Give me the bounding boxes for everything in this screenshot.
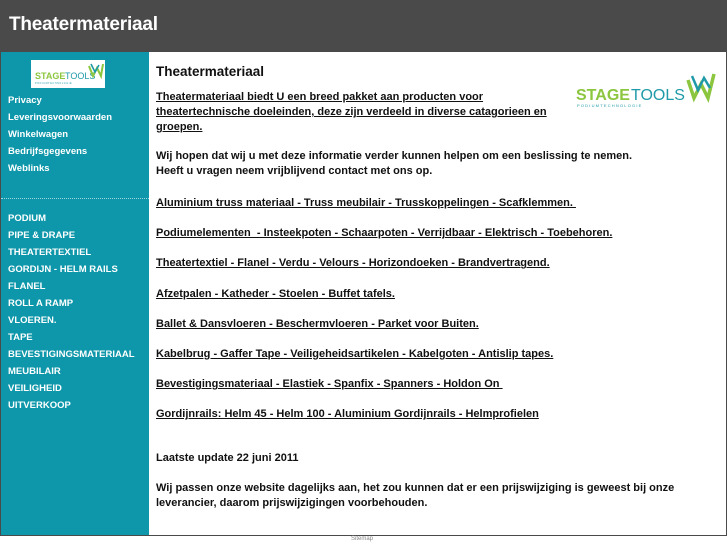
sidebar-top-nav bbox=[8, 92, 112, 177]
sitemap-link[interactable]: Sitemap bbox=[351, 536, 374, 542]
product-link-kabelbrug[interactable]: Kabelbrug - Gaffer Tape - Veiligeheidsartikelen - Kabelgoten - Antislip tapes. bbox=[156, 347, 554, 360]
product-link-vloeren[interactable]: Ballet & Dansvloeren - Beschermvloeren - Parket voor Buiten. bbox=[156, 317, 479, 330]
category-roll-a-ramp[interactable]: ROLL A RAMP bbox=[8, 298, 74, 309]
price-notice: Wij passen onze website dagelijks aan, het zou kunnen dat er een prijswijziging is geweest bij onze leverancier, daarom prijswijzigingen voorbehouden. bbox=[156, 482, 675, 509]
page-title: Theatermateriaal bbox=[156, 64, 265, 79]
category-tape[interactable]: TAPE bbox=[8, 332, 33, 343]
product-link-afzetpalen[interactable]: Afzetpalen - Katheder - Stoelen - Buffet tafels. bbox=[156, 287, 395, 300]
help-line-1: Wij hopen dat wij u met deze informatie verder kunnen helpen om een beslissing te nemen. bbox=[156, 150, 633, 162]
product-link-gordijnrails[interactable]: Gordijnrails: Helm 45 - Helm 100 - Aluminium Gordijnrails - Helmprofielen bbox=[156, 408, 539, 421]
intro-text: Theatermateriaal biedt U een breed pakket aan producten voor theatertechnische doeleinden, deze zijn verdeeld in diverse catagorieen en groepen. bbox=[156, 91, 547, 133]
category-gordijn-helm-rails[interactable]: GORDIJN - HELM RAILS bbox=[8, 264, 118, 275]
help-text bbox=[156, 149, 716, 179]
product-links bbox=[156, 196, 612, 438]
sidebar-logo[interactable] bbox=[31, 60, 105, 88]
sidebar-link-leveringsvoorwaarden[interactable]: Leveringsvoorwaarden bbox=[8, 112, 113, 123]
product-link-theatertextiel[interactable]: Theatertextiel - Flanel - Verdu - Velours - Horizondoeken - Brandvertragend. bbox=[156, 257, 550, 270]
category-flanel[interactable]: FLANEL bbox=[8, 281, 46, 292]
product-link-bevestigingsmateriaal[interactable]: Bevestigingsmateriaal - Elastiek - Spanfix - Spanners - Holdon On bbox=[156, 378, 503, 391]
main-logo bbox=[576, 70, 716, 114]
svg-text:TOOLS: TOOLS bbox=[65, 71, 96, 81]
sidebar-link-bedrijfsgegevens[interactable]: Bedrijfsgegevens bbox=[8, 146, 88, 157]
last-update: Laatste update 22 juni 2011 bbox=[156, 452, 299, 464]
stagetools-logo-icon bbox=[31, 60, 105, 88]
category-bevestigingsmateriaal[interactable]: BEVESTIGINGSMATERIAAL bbox=[8, 349, 135, 360]
category-meubilair[interactable]: MEUBILAIR bbox=[8, 366, 61, 377]
help-line-2: Heeft u vragen neem vrijblijvend contact met ons op. bbox=[156, 165, 433, 177]
sidebar-link-winkelwagen[interactable]: Winkelwagen bbox=[8, 129, 69, 140]
svg-text:STAGE: STAGE bbox=[576, 87, 630, 104]
svg-text:PODIUMTECHNOLOGIE: PODIUMTECHNOLOGIE bbox=[577, 103, 643, 108]
svg-text:STAGE: STAGE bbox=[35, 71, 66, 81]
sidebar-divider bbox=[1, 198, 149, 199]
sidebar-link-privacy[interactable]: Privacy bbox=[8, 95, 42, 106]
stagetools-logo-icon bbox=[576, 70, 716, 114]
svg-text:PODIUMTECHNOLOGIE: PODIUMTECHNOLOGIE bbox=[35, 82, 73, 85]
product-link-truss[interactable]: Aluminium truss materiaal - Truss meubilair - Trusskoppelingen - Scafklemmen. bbox=[156, 197, 576, 209]
category-podium[interactable]: PODIUM bbox=[8, 213, 46, 224]
product-link-podium[interactable]: Podiumelementen - Insteekpoten - Schaarpoten - Verrijdbaar - Elektrisch - Toebehoren. bbox=[156, 227, 613, 240]
category-theatertextiel[interactable]: THEATERTEXTIEL bbox=[8, 247, 92, 258]
category-uitverkoop[interactable]: UITVERKOOP bbox=[8, 400, 71, 411]
category-nav bbox=[8, 210, 135, 414]
svg-text:TOOLS: TOOLS bbox=[631, 87, 685, 104]
site-title: Theatermateriaal bbox=[9, 14, 158, 35]
category-veiligheid[interactable]: VEILIGHEID bbox=[8, 383, 62, 394]
category-vloeren[interactable]: VLOEREN. bbox=[8, 315, 57, 326]
sidebar bbox=[1, 52, 149, 535]
sidebar-link-weblinks[interactable]: Weblinks bbox=[8, 163, 50, 174]
category-pipe-drape[interactable]: PIPE & DRAPE bbox=[8, 230, 76, 241]
